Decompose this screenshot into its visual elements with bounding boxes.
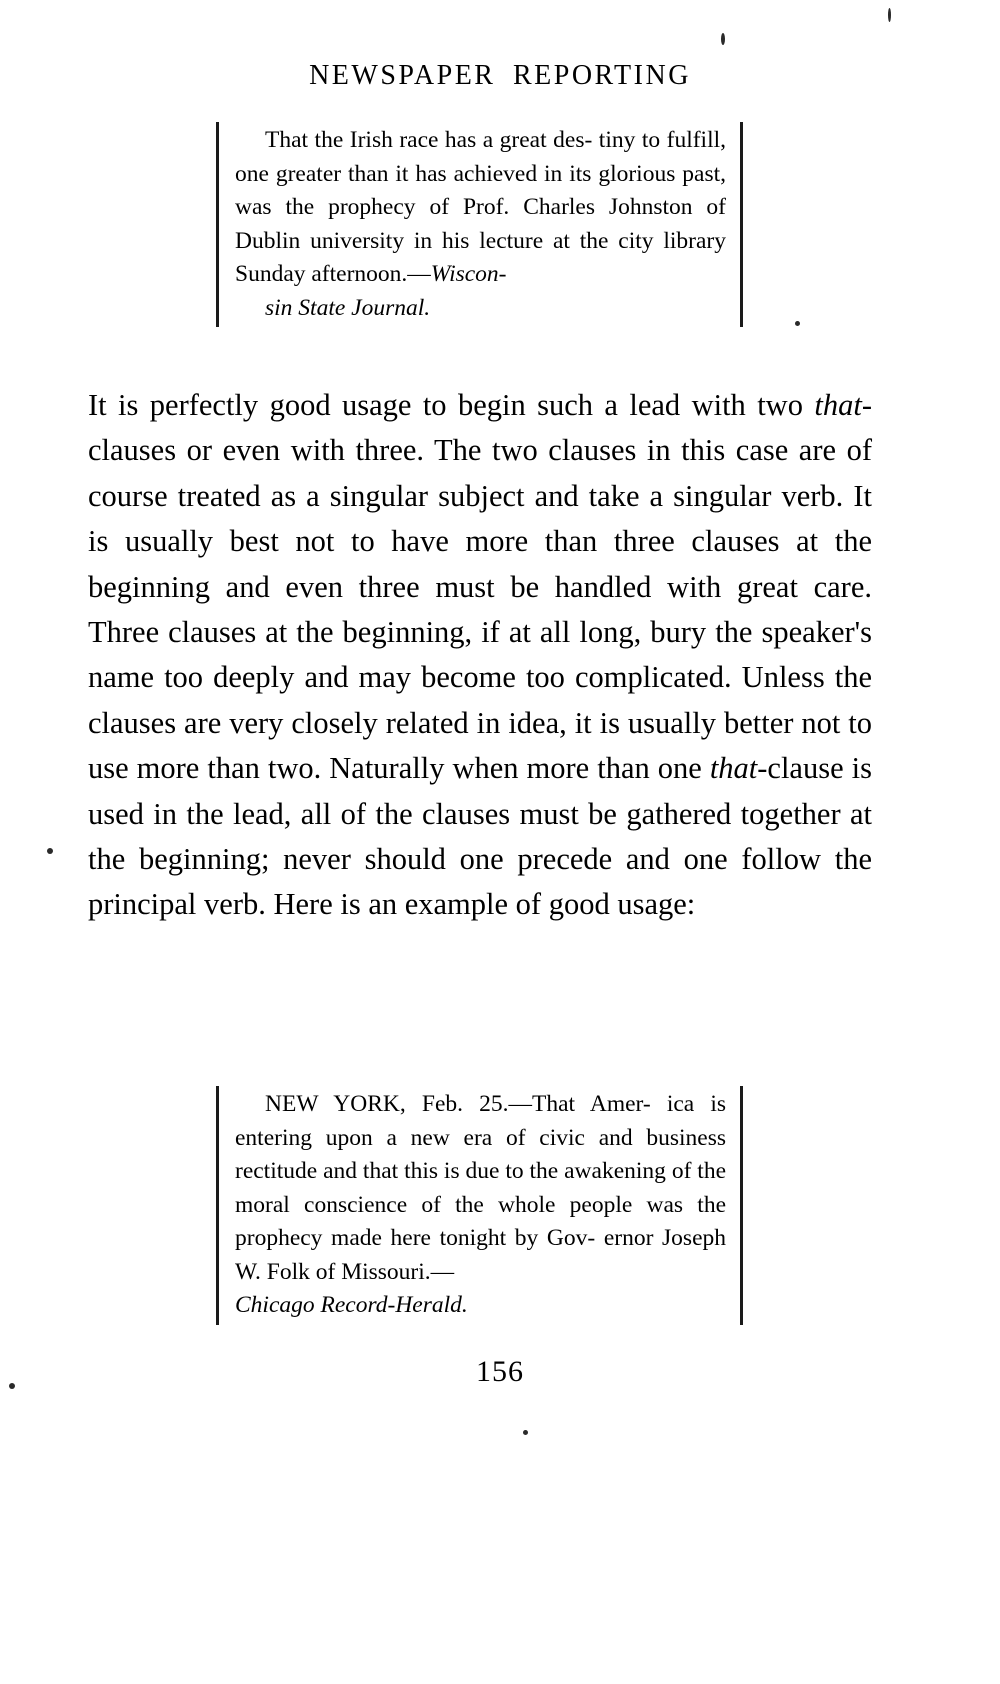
excerpt-bottom-line-1: NEW YORK, Feb. 25.—That Amer-: [265, 1091, 651, 1117]
paragraph-segment-3: -clause is used in the lead, all of the clauses must be gathered together at the beginning; never should one precede and one follow the principal verb. Here is an example of good usage:: [88, 751, 872, 922]
excerpt-bottom-line-5: conscience of the whole people was the: [304, 1191, 726, 1218]
excerpt-top-line-6: city library Sunday afternoon.—: [235, 227, 726, 287]
excerpt-bottom-line-7: ernor Joseph W. Folk of Missouri.—: [235, 1225, 727, 1285]
excerpt-top-source-part-1: Wiscon-: [430, 261, 507, 287]
scan-speck: [795, 321, 800, 326]
excerpt-top-line-4: prophecy of Prof. Charles Johnston of: [328, 194, 726, 220]
excerpt-top-source-line: [235, 292, 726, 326]
main-paragraph: [88, 383, 872, 928]
excerpt-bottom-line-6: prophecy made here tonight by Gov-: [235, 1225, 596, 1251]
scan-speck: [888, 8, 891, 22]
scan-speck: [721, 33, 725, 45]
paragraph-segment-2: -clauses or even with three. The two clauses in this case are of course treated as a singular subject and take a singular verb. It is usually best not to have more than three clauses at the beginning and even three must be handled with great care. Three clauses at the beginning, if at all long, bury the speaker's name too deeply and may become too complicated. Unless the clauses are very closely related in idea, it is usually better not to use more than two. Naturally when more than one: [88, 388, 872, 786]
page-running-head: NEWSPAPER REPORTING: [309, 60, 691, 91]
paragraph-segment-1: It is perfectly good usage to begin such a lead with two: [88, 388, 815, 422]
quoted-newspaper-excerpt-bottom: [216, 1086, 743, 1325]
italic-term-that-2: that: [709, 751, 758, 786]
italic-term-that-1: that: [814, 388, 862, 422]
scan-speck: [47, 848, 53, 854]
excerpt-top-body: [235, 124, 726, 292]
excerpt-bottom-line-3: and business rectitude and that this is: [235, 1124, 727, 1184]
scan-speck: [523, 1430, 528, 1435]
excerpt-bottom-source: Chicago Record-Herald.: [235, 1292, 468, 1318]
excerpt-top-line-5: Dublin university in his lecture at the: [235, 227, 609, 254]
scan-speck: [9, 1383, 15, 1389]
excerpt-bottom-line-2: ica is entering upon a new era of civic: [235, 1091, 726, 1151]
excerpt-bottom-line-4: due to the awakening of the moral: [235, 1158, 727, 1218]
quoted-newspaper-excerpt-top: [216, 122, 743, 327]
excerpt-top-source-part-2: sin State Journal.: [265, 294, 431, 321]
excerpt-bottom-body: [235, 1088, 726, 1289]
excerpt-bottom-source-line: [235, 1289, 726, 1323]
excerpt-top-line-2: tiny to fulfill, one greater than it has: [235, 127, 727, 187]
excerpt-top-line-1: That the Irish race has a great des-: [265, 127, 593, 153]
page-number: 156: [476, 1355, 524, 1388]
excerpt-top-line-3: achieved in its glorious past, was the: [235, 160, 727, 220]
